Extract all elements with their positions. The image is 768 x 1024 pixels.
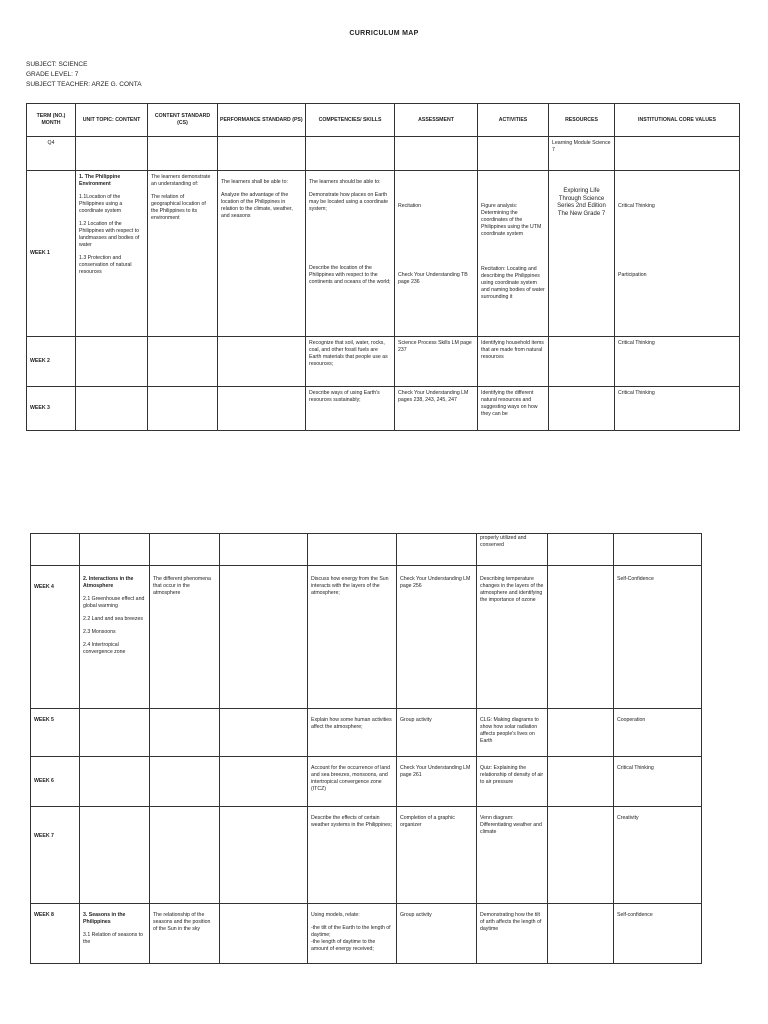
core-values-cell: Creativity [614,807,702,904]
core-values-cell: Self-confidence [614,904,702,964]
curriculum-table-2 [30,533,702,964]
assessment-cell: Group activity [397,904,477,964]
assessment-cell: Science Process Skills LM page 237 [395,337,478,387]
activities-cell: CLG: Making diagrams to show how solar radiation affects people's lives on Earth [477,709,548,757]
header-resources: RESOURCES [549,104,615,137]
activities-cell: Identifying the different natural resources and suggesting ways on how they can be [478,387,549,431]
table-row [31,566,702,709]
table-row [31,534,702,566]
header-competencies: COMPETENCIES/ SKILLS [306,104,395,137]
week-cell: WEEK 3 [27,387,76,431]
assessment-cell: Group activity [397,709,477,757]
week-cell: WEEK 5 [31,709,80,757]
header-term: TERM (NO.) MONTH [27,104,76,137]
week-cell: WEEK 2 [27,337,76,387]
content-standard-cell: The relationship of the seasons and the position of the Sun in the sky [150,904,220,964]
activities-cell: Quiz: Explaining the relationship of density of air to air pressure [477,757,548,807]
page-title: CURRICULUM MAP [349,30,419,37]
competencies-cell: Describe ways of using Earth's resources sustainably; [306,387,395,431]
table-row [31,709,702,757]
week-cell: WEEK 1 [27,171,76,337]
competencies-cell: Recognize that soil, water, rocks, coal, and other fossil fuels are Earth materials that people use as resources; [306,337,395,387]
table-row [27,137,740,171]
subject-line: SUBJECT: SCIENCE [26,61,88,68]
core-values-cell: Critical Thinking [615,337,740,387]
assessment-cell: Check Your Understanding LM page 256 [397,566,477,709]
resources-cell: Exploring Life Through Science Series 2nd Edition The New Grade 7 [549,171,615,337]
core-values-cell: Critical Thinking [614,757,702,807]
assessment-cell: Completion of a graphic organizer [397,807,477,904]
unit-topic-cell: 2. Interactions in the Atmosphere 2.1 Greenhouse effect and global warming 2.2 Land and sea breezes 2.3 Monsoons 2.4 Intertropical convergence zone [80,566,150,709]
activities-cell: Venn diagram: Differentiating weather and climate [477,807,548,904]
unit-topic-cell: 3. Seasons in the Philippines 3.1 Relation of seasons to the [80,904,150,964]
content-standard-cell: The learners demonstrate an understanding of: The relation of geographical location of the Philippines to its environment [148,171,218,337]
table-row [31,757,702,807]
content-standard-cell: The different phenomena that occur in the atmosphere [150,566,220,709]
header-unit-topic: UNIT TOPIC: CONTENT [76,104,148,137]
competencies-cell: Describe the effects of certain weather systems in the Philippines; [308,807,397,904]
table-row [27,337,740,387]
week-cell: WEEK 6 [31,757,80,807]
header-activities: ACTIVITIES [478,104,549,137]
core-values-cell: Cooperation [614,709,702,757]
header-core-values: INSTITUTIONAL CORE VALUES [615,104,740,137]
week-cell: WEEK 8 [31,904,80,964]
document-meta [26,60,142,90]
assessment-cell: Check Your Understanding LM pages 238, 243, 245, 247 [395,387,478,431]
assessment-cell: Check Your Understanding LM page 261 [397,757,477,807]
header-row [27,104,740,137]
table-row [27,387,740,431]
week-cell: WEEK 7 [31,807,80,904]
table-row [31,807,702,904]
core-values-cell: Critical Thinking Participation [615,171,740,337]
competencies-cell: Explain how some human activities affect the atmosphere; [308,709,397,757]
table-row [27,171,740,337]
resources-cell: Learning Module Science 7 [549,137,615,171]
header-content-standard: CONTENT STANDARD (CS) [148,104,218,137]
activities-cell: Describing temperature changes in the layers of the atmosphere and identifying the importance of ozone [477,566,548,709]
competencies-cell: Account for the occurrence of land and sea breezes, monsoons, and intertropical convergence zone (ITCZ) [308,757,397,807]
competencies-cell: The learners should be able to: Demonstrate how places on Earth may be located using a coordinate system; Describe the location of the Philippines with respect to the continents and oceans of the world; [306,171,395,337]
unit-topic-cell: 1. The Philippine Environment 1.1Location of the Philippines using a coordinate system 1.2 Location of the Philippines with respect to landmasses and bodies of water 1.3 Protection and conservation of natural resources [76,171,148,337]
performance-standard-cell: The learners shall be able to: Analyze the advantage of the location of the Philippines in relation to the climate, weather, and seasons [218,171,306,337]
curriculum-table-1 [26,103,740,431]
core-values-cell: Self-Confidence [614,566,702,709]
core-values-cell: Critical Thinking [615,387,740,431]
week-cell: WEEK 4 [31,566,80,709]
assessment-cell: Recitation Check Your Understanding TB page 236 [395,171,478,337]
grade-line: GRADE LEVEL: 7 [26,71,79,78]
activities-cell: properly utilized and conserved [477,534,548,566]
header-assessment: ASSESSMENT [395,104,478,137]
activities-cell: Identifying household items that are made from natural resources [478,337,549,387]
activities-cell: Figure analysis: Determining the coordinates of the Philippines using the UTM coordinate system Recitation: Locating and describing the Philippines using coordinate system and naming bodies of water surrounding it [478,171,549,337]
activities-cell: Demonstrating how the tilt of arth affects the length of daytime [477,904,548,964]
table-row [31,904,702,964]
header-performance-standard: PERFORMANCE STANDARD (PS) [218,104,306,137]
teacher-line: SUBJECT TEACHER: ARZE G. CONTA [26,81,142,88]
competencies-cell: Discuss how energy from the Sun interacts with the layers of the atmosphere; [308,566,397,709]
term-cell: Q4 [27,137,76,171]
competencies-cell: Using models, relate: -the tilt of the Earth to the length of daytime; -the length of daytime to the amount of energy received; [308,904,397,964]
